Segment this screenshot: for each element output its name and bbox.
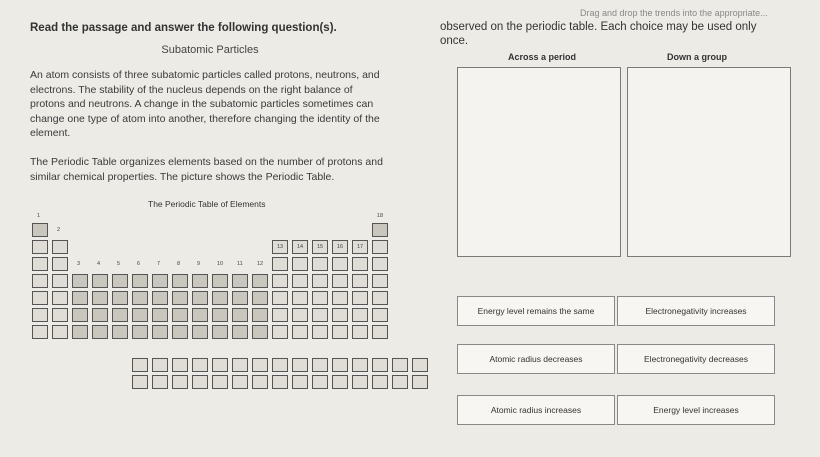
group-number-label: 7 (157, 261, 161, 267)
element-cell (192, 325, 208, 339)
question-line-2: once. (440, 35, 469, 47)
element-cell (152, 291, 168, 305)
element-cell (32, 223, 48, 237)
element-cell (32, 325, 48, 339)
passage-paragraph-2: The Periodic Table organizes elements based on the number of protons and similar chemical properties. The picture shows the Periodic Table. (30, 156, 383, 183)
group-number-label: 10 (217, 261, 224, 267)
element-cell (72, 308, 88, 322)
element-cell (332, 308, 348, 322)
element-cell (272, 274, 288, 288)
element-cell (272, 291, 288, 305)
element-cell (52, 240, 68, 254)
element-cell (312, 308, 328, 322)
choice-electronegativity-decreases[interactable]: Electronegativity decreases (617, 344, 775, 374)
element-cell-f-block (252, 358, 268, 372)
element-cell (352, 325, 368, 339)
element-cell (112, 274, 128, 288)
group-number-label: 15 (317, 244, 324, 250)
element-cell (332, 291, 348, 305)
group-number-label: 17 (357, 244, 364, 250)
drop-zone-down-a-group[interactable] (627, 67, 791, 257)
element-cell (312, 325, 328, 339)
element-cell (92, 308, 108, 322)
choice-atomic-radius-decreases[interactable]: Atomic radius decreases (457, 344, 615, 374)
element-cell (372, 308, 388, 322)
element-cell (272, 308, 288, 322)
element-cell (372, 223, 388, 237)
element-cell (32, 257, 48, 271)
element-cell (252, 325, 268, 339)
element-cell (192, 308, 208, 322)
element-cell (52, 257, 68, 271)
group-number-label: 8 (177, 261, 181, 267)
element-cell (152, 325, 168, 339)
element-cell (132, 291, 148, 305)
element-cell (292, 291, 308, 305)
element-cell (372, 240, 388, 254)
element-cell (352, 291, 368, 305)
element-cell (292, 325, 308, 339)
question-clipped-line: Drag and drop the trends into the appropriate... (580, 8, 768, 18)
element-cell (172, 308, 188, 322)
element-cell-f-block (292, 358, 308, 372)
group-number-label: 6 (137, 261, 141, 267)
element-cell (72, 291, 88, 305)
element-cell (192, 274, 208, 288)
periodic-table-figure (28, 195, 428, 420)
element-cell-f-block (412, 358, 428, 372)
element-cell (112, 291, 128, 305)
element-cell (212, 291, 228, 305)
element-cell (152, 274, 168, 288)
element-cell-f-block (252, 375, 268, 389)
group-number-label: 1 (37, 213, 41, 219)
element-cell-f-block (212, 375, 228, 389)
element-cell (352, 257, 368, 271)
element-cell (272, 257, 288, 271)
element-cell (72, 274, 88, 288)
element-cell (332, 274, 348, 288)
element-cell (52, 308, 68, 322)
element-cell-f-block (332, 358, 348, 372)
element-cell (252, 291, 268, 305)
element-cell (212, 325, 228, 339)
group-number-label: 14 (297, 244, 304, 250)
group-number-label: 12 (257, 261, 264, 267)
element-cell (352, 274, 368, 288)
choice-energy-level-increases[interactable]: Energy level increases (617, 395, 775, 425)
element-cell-f-block (292, 375, 308, 389)
element-cell-f-block (272, 375, 288, 389)
element-cell (212, 308, 228, 322)
element-cell (112, 308, 128, 322)
element-cell (172, 325, 188, 339)
element-cell (112, 325, 128, 339)
element-cell (32, 240, 48, 254)
choice-energy-level-same[interactable]: Energy level remains the same (457, 296, 615, 326)
element-cell (332, 325, 348, 339)
element-cell (372, 291, 388, 305)
element-cell-f-block (372, 375, 388, 389)
element-cell (372, 274, 388, 288)
element-cell (372, 257, 388, 271)
group-number-label: 16 (337, 244, 344, 250)
group-number-label: 11 (237, 261, 243, 267)
group-number-label: 4 (97, 261, 101, 267)
zone-label-across: Across a period (508, 52, 577, 62)
element-cell-f-block (312, 358, 328, 372)
element-cell (92, 291, 108, 305)
element-cell (232, 274, 248, 288)
element-cell-f-block (332, 375, 348, 389)
element-cell (232, 308, 248, 322)
element-cell (232, 325, 248, 339)
element-cell-f-block (232, 358, 248, 372)
element-cell (292, 308, 308, 322)
element-cell (192, 291, 208, 305)
element-cell (312, 274, 328, 288)
element-cell-f-block (392, 358, 408, 372)
element-cell-f-block (152, 358, 168, 372)
element-cell (212, 274, 228, 288)
element-cell-f-block (192, 375, 208, 389)
zone-label-down: Down a group (667, 52, 727, 62)
element-cell-f-block (352, 358, 368, 372)
element-cell (132, 274, 148, 288)
group-number-label: 2 (57, 227, 61, 233)
element-cell (132, 308, 148, 322)
group-number-label: 3 (77, 261, 81, 267)
drop-zone-across-a-period[interactable] (457, 67, 621, 257)
question-line-1: observed on the periodic table. Each choice may be used only (440, 21, 757, 33)
element-cell (252, 308, 268, 322)
element-cell (92, 325, 108, 339)
choice-electronegativity-increases[interactable]: Electronegativity increases (617, 296, 775, 326)
passage-title: Subatomic Particles (161, 44, 259, 56)
element-cell-f-block (172, 375, 188, 389)
element-cell-f-block (412, 375, 428, 389)
periodic-table-title: The Periodic Table of Elements (148, 199, 266, 209)
element-cell (72, 325, 88, 339)
element-cell (292, 274, 308, 288)
element-cell-f-block (132, 375, 148, 389)
element-cell-f-block (392, 375, 408, 389)
element-cell (292, 257, 308, 271)
element-cell (52, 325, 68, 339)
element-cell-f-block (352, 375, 368, 389)
element-cell (352, 308, 368, 322)
group-number-label: 18 (377, 213, 384, 219)
element-cell-f-block (192, 358, 208, 372)
passage-paragraph-1: An atom consists of three subatomic particles called protons, neutrons, and electrons. The stability of the nucleus depends on the right balance of protons and neutrons. A change in the subatomic particles sometimes can change one type of atom into another, therefore changing the identity of the element. (30, 69, 380, 139)
element-cell-f-block (172, 358, 188, 372)
element-cell (92, 274, 108, 288)
element-cell-f-block (232, 375, 248, 389)
element-cell (32, 274, 48, 288)
choice-atomic-radius-increases[interactable]: Atomic radius increases (457, 395, 615, 425)
element-cell (32, 308, 48, 322)
element-cell (272, 325, 288, 339)
element-cell (332, 257, 348, 271)
element-cell (132, 325, 148, 339)
element-cell-f-block (132, 358, 148, 372)
element-cell-f-block (272, 358, 288, 372)
group-number-label: 5 (117, 261, 121, 267)
element-cell-f-block (212, 358, 228, 372)
element-cell (172, 274, 188, 288)
element-cell-f-block (372, 358, 388, 372)
element-cell (32, 291, 48, 305)
instruction-text: Read the passage and answer the following question(s). (30, 22, 337, 34)
element-cell-f-block (312, 375, 328, 389)
element-cell (152, 308, 168, 322)
element-cell (172, 291, 188, 305)
question-text (440, 6, 820, 48)
element-cell (312, 257, 328, 271)
element-cell (372, 325, 388, 339)
group-number-label: 13 (277, 244, 284, 250)
element-cell (232, 291, 248, 305)
group-number-label: 9 (197, 261, 201, 267)
element-cell (312, 291, 328, 305)
element-cell-f-block (152, 375, 168, 389)
element-cell (52, 274, 68, 288)
element-cell (52, 291, 68, 305)
element-cell (252, 274, 268, 288)
